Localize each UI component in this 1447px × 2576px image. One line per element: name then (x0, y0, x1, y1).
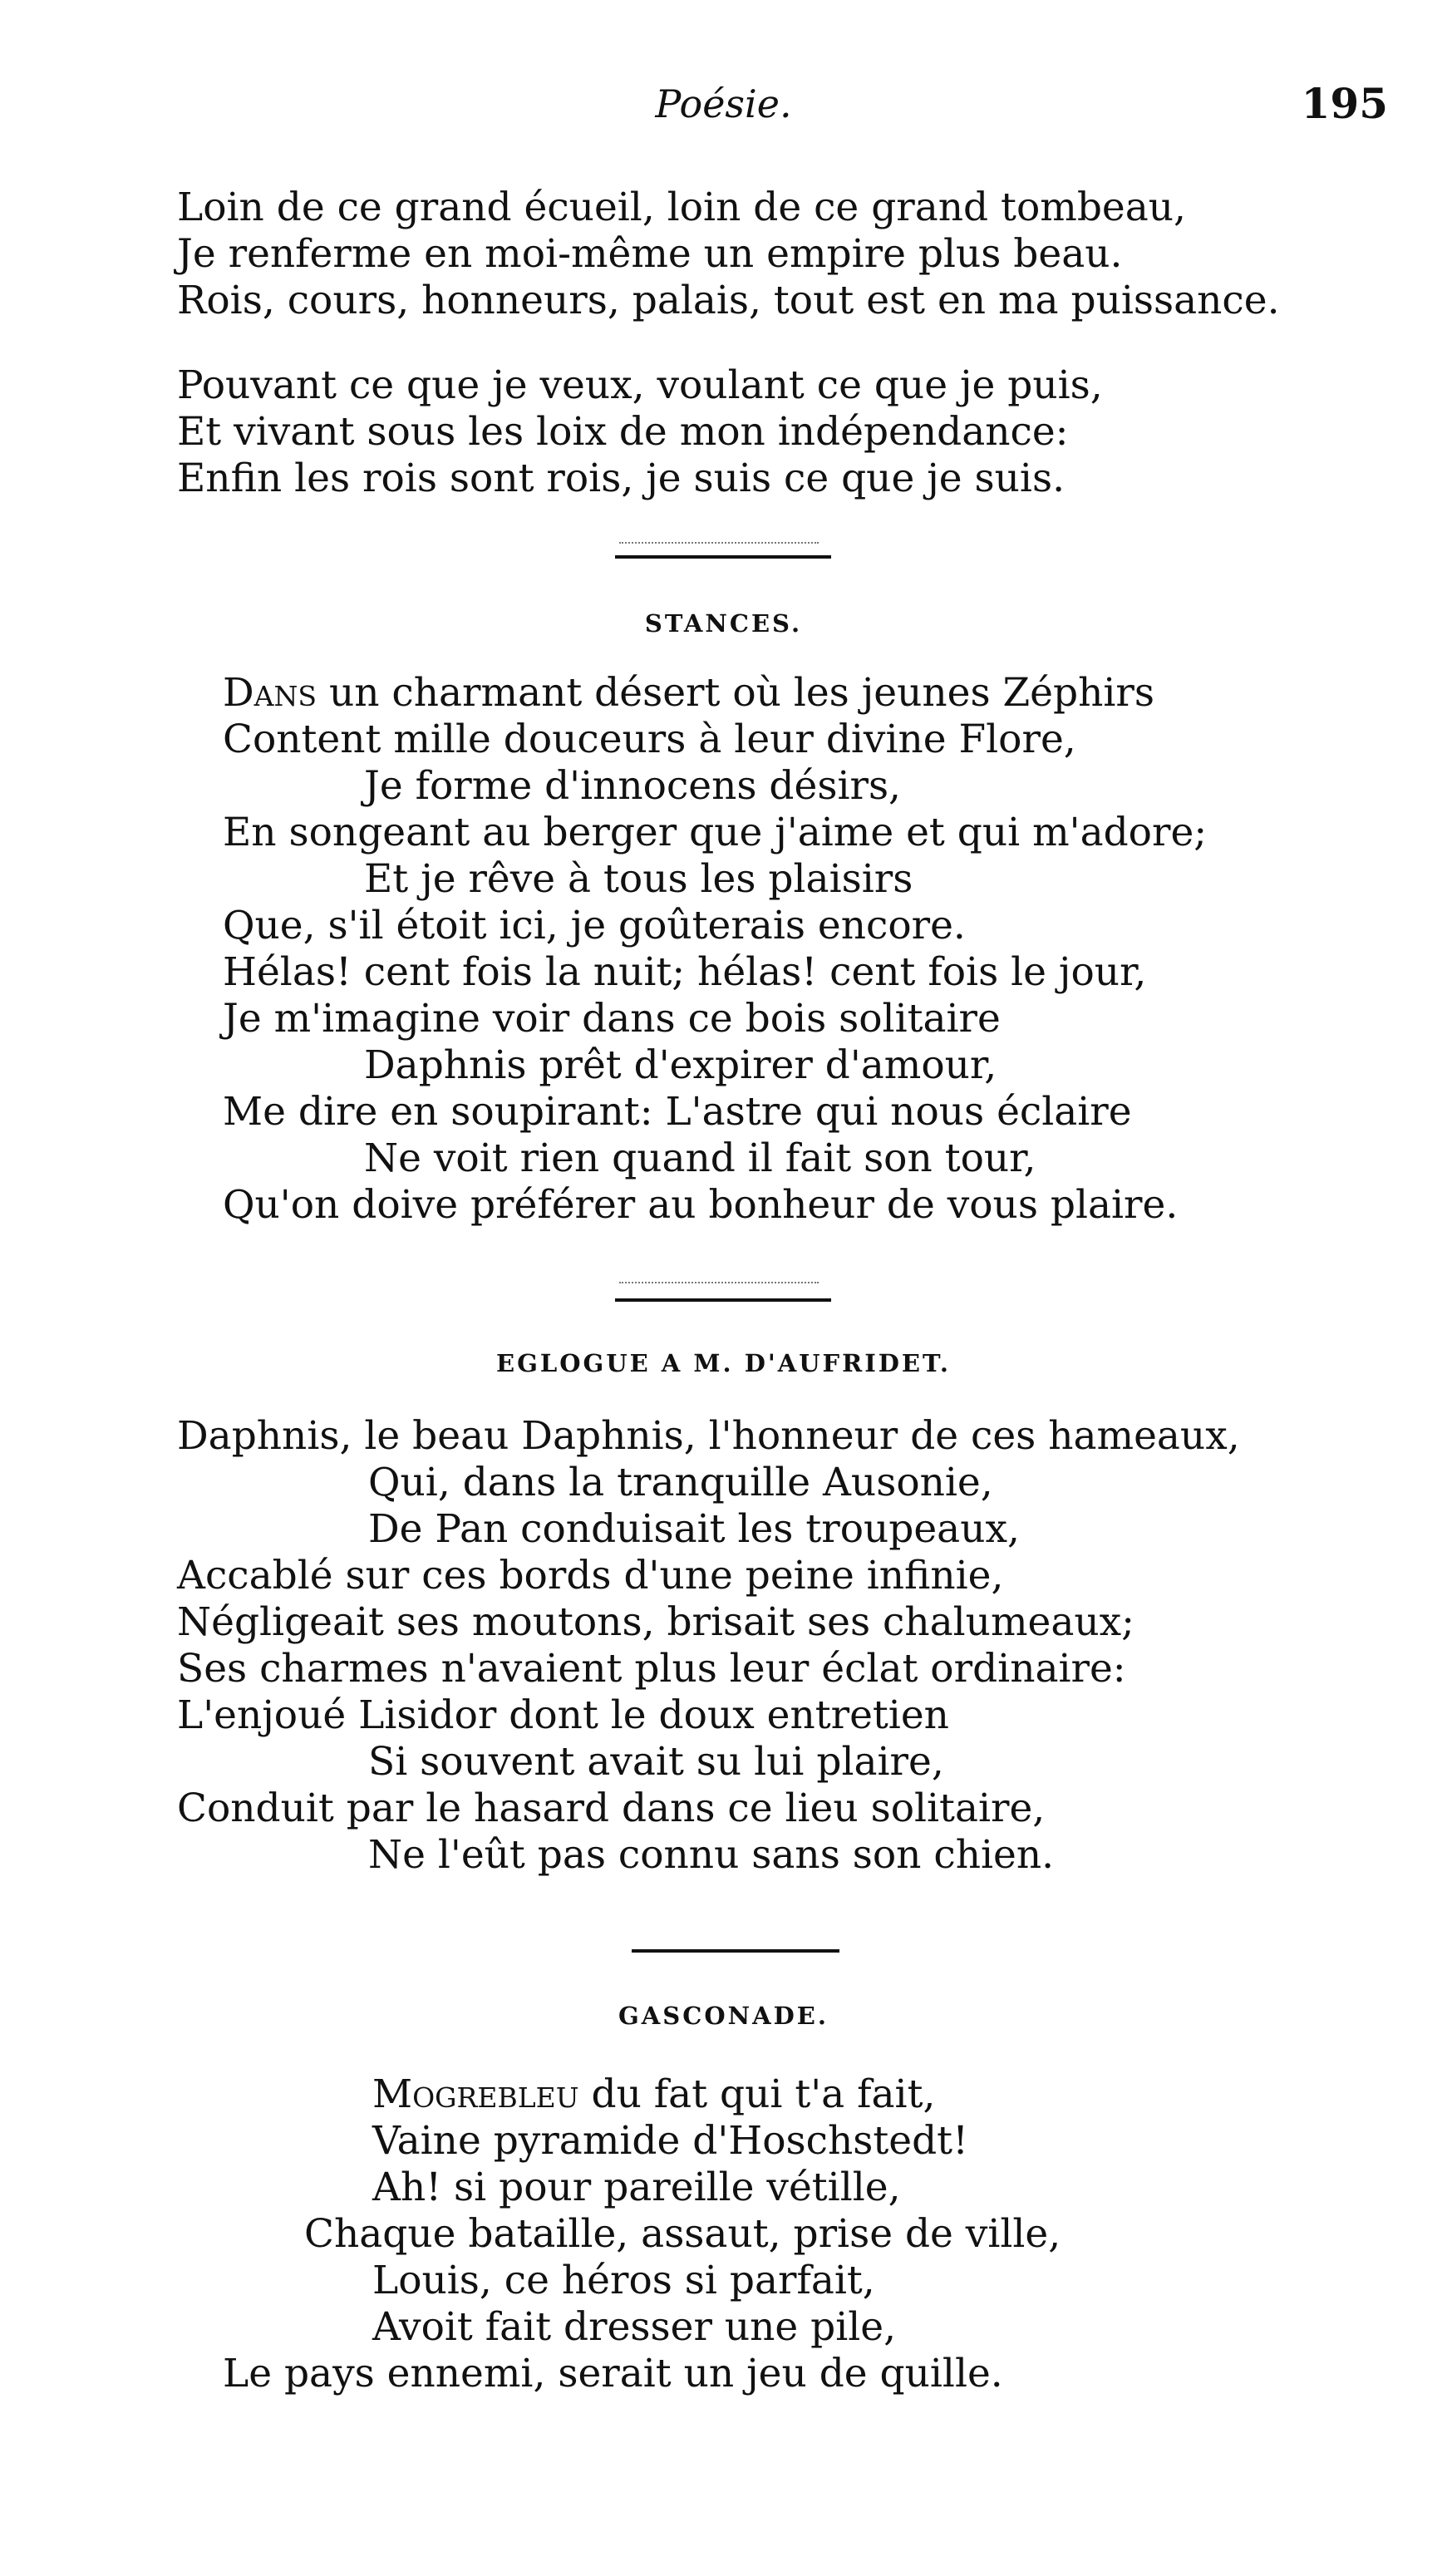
verse-line: Négligeait ses moutons, brisait ses chalumeaux; (177, 1599, 1134, 1645)
verse-line: Je renferme en moi-même un empire plus beau. (177, 231, 1123, 277)
verse-line: Dans un charmant désert où les jeunes Zéphirs (223, 670, 1154, 716)
verse-line: Le pays ennemi, serait un jeu de quille. (223, 2351, 1003, 2396)
verse-line: Qu'on doive préférer au bonheur de vous plaire. (223, 1182, 1179, 1228)
section-divider-dots (619, 1282, 819, 1283)
verse-line: Me dire en soupirant: L'astre qui nous éclaire (223, 1089, 1132, 1135)
verse-line: Daphnis prêt d'expirer d'amour, (364, 1042, 997, 1088)
verse-line: Ne voit rien quand il fait son tour, (364, 1135, 1036, 1181)
verse-line: Loin de ce grand écueil, loin de ce grand tombeau, (177, 185, 1186, 230)
opening-stanza-1 (177, 185, 1280, 324)
verse-line: Je m'imagine voir dans ce bois solitaire (223, 996, 1001, 1042)
verse-line: Pouvant ce que je veux, voulant ce que je puis, (177, 362, 1103, 408)
drop-word: Mogrebleu (372, 2071, 579, 2117)
section-title-eglogue: EGLOGUE A M. D'AUFRIDET. (496, 1349, 951, 1377)
verse-line: Chaque bataille, assaut, prise de ville, (304, 2211, 1061, 2257)
page-number: 195 (1301, 79, 1388, 128)
verse-line: Ses charmes n'avaient plus leur éclat ordinaire: (177, 1646, 1126, 1692)
section-title-gasconade: GASCONADE. (618, 2002, 829, 2030)
verse-line: Hélas! cent fois la nuit; hélas! cent fois le jour, (223, 949, 1147, 995)
verse-line: Mogrebleu du fat qui t'a fait, (372, 2071, 936, 2117)
verse-line: Louis, ce héros si parfait, (372, 2258, 875, 2303)
section-title-stances: STANCES. (644, 609, 803, 638)
verse-line: L'enjoué Lisidor dont le doux entretien (177, 1692, 949, 1738)
verse-line: Si souvent avait su lui plaire, (368, 1739, 944, 1785)
opening-stanza-2 (177, 362, 1103, 502)
verse-line: Je forme d'innocens désirs, (364, 763, 901, 809)
verse-line: Accablé sur ces bords d'une peine infinie, (177, 1553, 1004, 1598)
verse-line: Content mille douceurs à leur divine Flore, (223, 717, 1076, 762)
verse-line: Conduit par le hasard dans ce lieu solitaire, (177, 1785, 1046, 1831)
verse-line: Et vivant sous les loix de mon indépendance: (177, 409, 1069, 455)
section-divider (615, 1298, 831, 1302)
verse-line: Vaine pyramide d'Hoschstedt! (372, 2118, 968, 2164)
verse-line: En songeant au berger que j'aime et qui m'adore; (223, 810, 1208, 855)
verse-line: Avoit fait dresser une pile, (372, 2304, 897, 2350)
gasconade-poem (223, 2071, 1061, 2397)
section-divider-dots (619, 542, 819, 544)
verse-line: Rois, cours, honneurs, palais, tout est en ma puissance. (177, 278, 1280, 323)
section-divider (632, 1949, 839, 1953)
stances-poem (223, 670, 1207, 1229)
verse-line: Et je rêve à tous les plaisirs (364, 856, 913, 902)
drop-word: Dans (223, 670, 317, 716)
verse-line: Que, s'il étoit ici, je goûterais encore. (223, 903, 966, 948)
section-divider (615, 555, 831, 559)
verse-line: De Pan conduisait les troupeaux, (368, 1506, 1020, 1552)
verse-line: Enfin les rois sont rois, je suis ce que je suis. (177, 456, 1066, 501)
verse-line: Qui, dans la tranquille Ausonie, (368, 1460, 993, 1505)
running-head: Poésie. (655, 81, 792, 126)
eglogue-poem (177, 1413, 1240, 1879)
verse-line: Daphnis, le beau Daphnis, l'honneur de ces hameaux, (177, 1413, 1240, 1459)
verse-line: Ne l'eût pas connu sans son chien. (368, 1832, 1055, 1878)
verse-line: Ah! si pour pareille vétille, (372, 2165, 901, 2210)
